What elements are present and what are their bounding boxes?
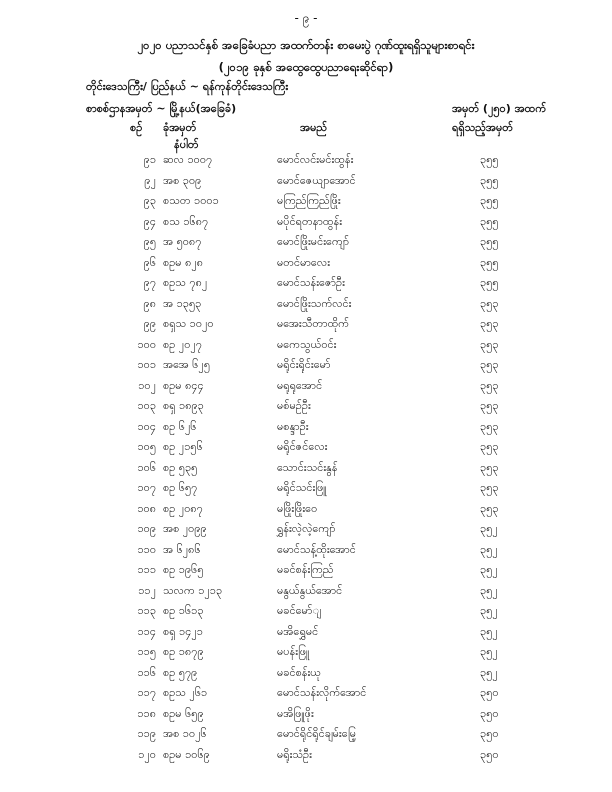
table-row xyxy=(0,335,612,356)
student-score: ၃၅၅ xyxy=(480,214,499,228)
student-name: မောင်ဖြိုးသက်လင်း xyxy=(277,296,352,310)
student-score: ၃၅၀ xyxy=(480,727,499,740)
table-row xyxy=(0,437,612,458)
row-number: ၉၇ xyxy=(143,276,156,289)
region-line: တိုင်းဒေသကြီး/ ပြည်နယ် ~ ရန်ကုန်တိုင်းဒေသကြီး xyxy=(86,80,289,93)
student-score: ၃၅၃ xyxy=(480,501,499,515)
student-score: ၃၅၃ xyxy=(480,378,499,392)
roll-number: အ ၆၂၈၆ xyxy=(163,542,201,556)
student-name: မအေးသီတာထိုက် xyxy=(277,317,349,330)
table-row xyxy=(0,396,612,417)
header-name: အမည် xyxy=(300,121,328,134)
student-name: မောင်လင်းမင်းထွန်း xyxy=(277,153,354,166)
student-name: မပိုင်ရတနာထွန်း xyxy=(277,214,343,228)
row-number: ၁၁၂ xyxy=(138,583,156,597)
table-row xyxy=(0,232,612,253)
student-name: မောင်သန့်ထိုးအောင် xyxy=(277,542,356,556)
table-row xyxy=(0,642,612,663)
roll-number: စရှ ၁၄၂၁ xyxy=(163,624,203,638)
header-no: စဉ် xyxy=(130,121,143,134)
table-row xyxy=(0,499,612,520)
roll-number: စသတ ၁၀၀၁ xyxy=(163,194,219,207)
table-row xyxy=(0,314,612,335)
student-name: မရိုးသံဦး xyxy=(277,747,312,761)
student-score: ၃၅၀ xyxy=(480,747,499,761)
student-name: မောင်သန်းလိုက်အောင် xyxy=(277,686,367,699)
header-roll: ခုံအမှတ် xyxy=(163,121,197,134)
table-row xyxy=(0,150,612,171)
score-threshold-label: အမှတ် (၂၅၀) အထက် xyxy=(452,102,547,115)
row-number: ၁၁၇ xyxy=(137,686,156,699)
exam-center-line: စာစစ်ဌာနအမှတ် ~ မြို့နယ်(အခြေခံ) xyxy=(86,102,237,115)
row-number: ၁၁၃ xyxy=(137,604,156,617)
row-number: ၉၄ xyxy=(143,214,156,228)
roll-number: စဥ ၅၇၉ xyxy=(163,665,198,679)
row-number: ၉၂ xyxy=(144,173,156,187)
student-name: မတင်မာလေး xyxy=(277,255,330,269)
student-score: ၃၅၂ xyxy=(480,645,498,658)
student-score: ၃၅၀ xyxy=(480,706,499,720)
roll-number: စဥ ၅၃၅ xyxy=(163,460,198,474)
student-score: ၃၅၃ xyxy=(480,358,499,371)
table-row xyxy=(0,171,612,192)
student-score: ၃၅၃ xyxy=(480,481,499,494)
row-number: ၁၀၆ xyxy=(137,460,156,474)
table-row xyxy=(0,663,612,684)
row-number: ၁၀၃ xyxy=(137,399,156,412)
table-row xyxy=(0,704,612,725)
student-name: မရိုင်းရိုင်းမော် xyxy=(277,358,331,371)
row-number: ၁၀၉ xyxy=(137,522,156,535)
student-name: မရိုင်သင်းဖြူ xyxy=(277,481,327,494)
table-row xyxy=(0,622,612,643)
table-row xyxy=(0,191,612,212)
student-score: ၃၅၀ xyxy=(480,686,499,699)
roll-number: ဆလ ၁၀၀၇ xyxy=(163,153,213,166)
row-number: ၁၁၅ xyxy=(137,645,156,658)
student-name: မအိဖြူဖိုး xyxy=(277,706,314,720)
table-row xyxy=(0,478,612,499)
student-name: မကေသွယ်ဝင်း xyxy=(277,337,337,351)
table-row xyxy=(0,417,612,438)
roll-number: စဥမ ၈၂၈ xyxy=(163,255,204,269)
table-row xyxy=(0,273,612,294)
roll-number: စဥ ၁၉၆၅ xyxy=(163,563,204,576)
roll-number: စဥ ၁၆၁၃ xyxy=(163,604,204,617)
document-title: ၂၀၂၀ ပညာသင်နှစ် အခြေခံပညာ အထက်တန်း စာမေးပွဲ ဂုဏ်ထူးရရှိသူများစာရင်း xyxy=(137,38,475,52)
student-name: မဖြိုးဖြိုးဝေ xyxy=(277,501,318,515)
row-number: ၉၃ xyxy=(143,194,156,207)
table-row xyxy=(0,519,612,540)
roll-number: စရှ ၁၈၉၃ xyxy=(163,399,204,412)
table-row xyxy=(0,294,612,315)
row-number: ၉၁ xyxy=(143,153,156,166)
roll-number: စရှသ ၁၀၂၀ xyxy=(163,317,214,330)
document-subtitle: (၂၀၁၉ ခုနှစ် အထွေထွေပညာရေးဆိုင်ရာ) xyxy=(218,60,394,74)
student-name: မကြည်ကြည်ဖြိုး xyxy=(277,194,341,207)
student-score: ၃၅၅ xyxy=(480,276,499,289)
table-row xyxy=(0,745,612,766)
student-name: ရွှန်းလဲ့လဲ့ကျော် xyxy=(277,522,336,535)
table-row xyxy=(0,601,612,622)
student-name: မောင်ဇေယျာအောင် xyxy=(277,173,356,187)
student-name: မပန်းဖြူ xyxy=(277,645,310,658)
roll-number: အအေ ၆၂၅ xyxy=(163,358,211,371)
student-score: ၃၅၃ xyxy=(480,440,499,453)
table-row xyxy=(0,724,612,745)
table-row xyxy=(0,540,612,561)
roll-number: အစ ၂၀၉၉ xyxy=(163,522,207,535)
row-number: ၁၀၀ xyxy=(137,337,156,351)
roll-number: စဥ ၆၅၇ xyxy=(163,481,198,494)
student-name: မအိရွှေမင် xyxy=(277,624,319,638)
student-score: ၃၅၃ xyxy=(480,296,499,310)
roll-number: အ ၁၃၅၃ xyxy=(163,296,202,310)
row-number: ၁၂၀ xyxy=(138,747,156,761)
row-number: ၁၁၄ xyxy=(137,624,156,638)
student-name: မခင်စန်းယု xyxy=(277,665,321,679)
row-number: ၁၀၁ xyxy=(137,358,156,371)
row-number: ၁၀၈ xyxy=(137,501,156,515)
row-number: ၁၀၄ xyxy=(137,419,156,433)
results-table xyxy=(0,150,612,765)
student-score: ၃၅၂ xyxy=(480,522,498,535)
student-name: မနွယ်နွယ်အောင် xyxy=(277,583,343,597)
roll-number: စဥမ ၈၄၄ xyxy=(163,378,204,392)
roll-number: အစ ၃၀၉ xyxy=(163,173,202,187)
student-score: ၃၅၂ xyxy=(480,542,498,556)
table-row xyxy=(0,212,612,233)
row-number: ၁၁၆ xyxy=(137,665,156,679)
student-name: မောင်ဖြိုးမင်းကျော် xyxy=(277,235,349,248)
student-name: မောင်ရိုင်ရိုင်ချမ်းမြေ့ xyxy=(277,727,357,740)
page-number: - ၉ - xyxy=(294,11,318,25)
student-name: မခင်မော်ျ xyxy=(277,604,321,617)
student-score: ၃၅၂ xyxy=(480,665,498,679)
student-score: ၃၅၂ xyxy=(480,563,498,576)
table-row xyxy=(0,355,612,376)
student-score: ၃၅၅ xyxy=(480,173,499,187)
roll-number: စဥ ၂၀၂၇ xyxy=(163,337,202,351)
student-name: မစန္ဒာဦး xyxy=(277,419,309,433)
header-score: ရရှိသည့်အမှတ် xyxy=(452,121,513,134)
student-score: ၃၅၅ xyxy=(480,235,499,248)
student-score: ၃၅၃ xyxy=(480,460,499,474)
row-number: ၉၉ xyxy=(143,317,156,330)
row-number: ၉၆ xyxy=(143,255,156,269)
roll-number: အ ၅၀၈၇ xyxy=(163,235,202,248)
roll-number: သလက ၁၂၁၃ xyxy=(163,583,223,597)
student-score: ၃၅၂ xyxy=(480,604,498,617)
table-row xyxy=(0,560,612,581)
roll-number: စဥမ ၆၅၉ xyxy=(163,706,204,720)
row-number: ၁၀၅ xyxy=(137,440,156,453)
student-name: မောင်သန်းဇော်ဦး xyxy=(277,276,345,289)
header-roll-sub: နံပါတ် xyxy=(174,138,199,151)
row-number: ၁၀၇ xyxy=(137,481,156,494)
roll-number: စဥမ ၁၀၆၉ xyxy=(163,747,210,761)
roll-number: စဥ ၆၂၆ xyxy=(163,419,197,433)
table-row xyxy=(0,458,612,479)
row-number: ၁၁၁ xyxy=(137,563,156,576)
roll-number: စဥသ ၇၈၂ xyxy=(163,276,208,289)
roll-number: စဥ ၂၁၅၆ xyxy=(163,440,203,453)
roll-number: စဥ ၁၈၇၉ xyxy=(163,645,204,658)
student-score: ၃၅၅ xyxy=(480,153,499,166)
student-score: ၃၅၃ xyxy=(480,419,499,433)
student-score: ၃၅၃ xyxy=(480,399,499,412)
row-number: ၉၈ xyxy=(143,296,156,310)
student-name: မရိုင်ဇင်လေး xyxy=(277,440,328,453)
student-score: ၃၅၅ xyxy=(480,255,499,269)
student-score: ၃၅၂ xyxy=(480,583,498,597)
row-number: ၁၁၉ xyxy=(137,727,156,740)
roll-number: စဥသ ၂၆၁ xyxy=(163,686,208,699)
roll-number: အစ ၁၀၂၆ xyxy=(163,727,207,740)
table-row xyxy=(0,253,612,274)
roll-number: စဥ ၂၀၈၇ xyxy=(163,501,203,515)
student-name: သောင်းသင်းနွန် xyxy=(277,460,338,474)
student-name: မစ်မဉ်ဦး xyxy=(277,399,311,412)
student-score: ၃၅၃ xyxy=(480,317,499,330)
student-score: ၃၅၅ xyxy=(480,194,499,207)
row-number: ၁၀၂ xyxy=(138,378,156,392)
student-name: မရုရုအောင် xyxy=(277,378,323,392)
row-number: ၁၁၀ xyxy=(137,542,156,556)
table-row xyxy=(0,581,612,602)
row-number: ၉၅ xyxy=(143,235,156,248)
roll-number: စသ ၁၆၈၇ xyxy=(163,214,209,228)
table-row xyxy=(0,683,612,704)
student-score: ၃၅၂ xyxy=(480,624,498,638)
student-score: ၃၅၃ xyxy=(480,337,499,351)
table-row xyxy=(0,376,612,397)
row-number: ၁၁၈ xyxy=(137,706,156,720)
student-name: မခင်စန်းကြည် xyxy=(277,563,334,576)
